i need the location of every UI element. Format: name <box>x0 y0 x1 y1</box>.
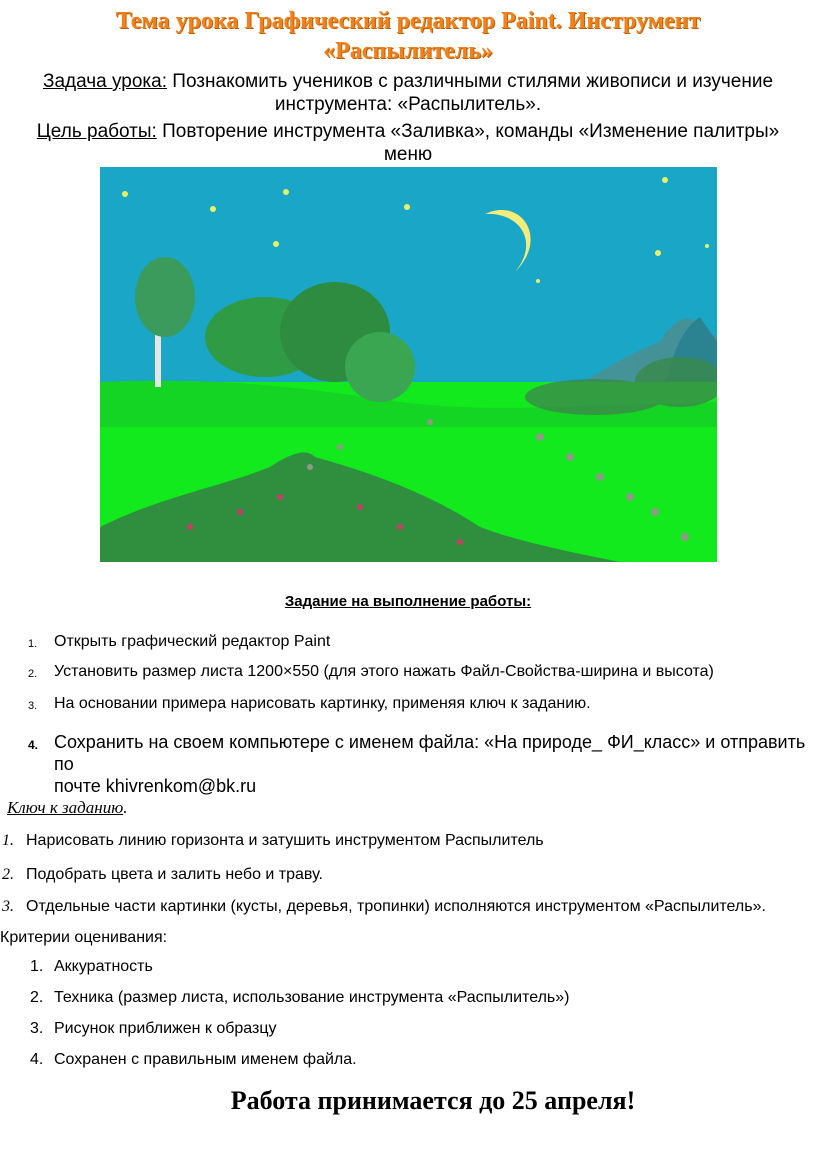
star <box>210 206 216 212</box>
task-text-2: инструмента: «Распылитель». <box>274 94 542 115</box>
step-text: Открыть графический редактор Paint <box>54 633 331 650</box>
star <box>404 204 410 210</box>
goal-label: Цель работы: <box>36 121 157 142</box>
key-text: Нарисовать линию горизонта и затушить инструментом Распылитель <box>26 832 544 849</box>
star <box>122 191 128 197</box>
criteria-number: 2. <box>30 989 44 1006</box>
star <box>273 241 279 247</box>
key-item <box>2 866 323 884</box>
key-text: Отдельные части картинки (кусты, деревья, тропинки) исполняются инструментом «Распылитель». <box>26 898 766 915</box>
step-text: На основании примера нарисовать картинку, применяя ключ к заданию. <box>54 695 591 712</box>
step <box>28 731 816 797</box>
step <box>28 662 714 682</box>
step <box>28 632 330 652</box>
key-heading-text: Ключ к заданию <box>7 798 124 817</box>
tree-crown <box>135 257 195 337</box>
star <box>655 250 661 256</box>
lesson-task <box>30 70 786 116</box>
lesson-title-line2: «Распылитель» <box>323 38 493 64</box>
criteria-text: Техника (размер листа, использование инструмента «Распылитель») <box>54 989 570 1006</box>
star <box>705 244 709 248</box>
criteria-number: 4. <box>30 1051 44 1068</box>
criteria-text: Сохранен с правильным именем файла. <box>54 1051 357 1068</box>
step-number: 4. <box>28 738 39 752</box>
key-number: 3. <box>2 898 14 915</box>
key-number: 2. <box>2 866 14 883</box>
assignment-heading: Задание на выполнение работы: <box>284 593 532 610</box>
star <box>536 279 540 283</box>
criteria-number: 1. <box>30 958 44 975</box>
criteria-number: 3. <box>30 1020 44 1037</box>
criteria-item <box>30 958 570 989</box>
criteria-item <box>30 1051 570 1082</box>
criteria-heading: Критерии оценивания: <box>0 929 168 946</box>
step-text: Сохранить на своем компьютере с именем файла: «На природе_ ФИ_класс» и отправить по <box>54 732 806 774</box>
key-number: 1. <box>2 832 14 849</box>
criteria-item <box>30 1020 570 1051</box>
task-label: Задача урока: <box>42 71 168 92</box>
tree-crown <box>345 332 415 402</box>
criteria-list <box>30 958 570 1082</box>
step-text: Установить размер листа 1200×550 (для этого нажать Файл-Свойства-ширина и высота) <box>54 663 714 680</box>
goal-text-1: Повторение инструмента «Заливка», команды «Изменение палитры» меню <box>156 121 780 165</box>
criteria-text: Аккуратность <box>54 958 153 975</box>
sample-painting <box>100 167 717 562</box>
step <box>28 694 591 714</box>
deadline-notice: Работа принимается до 25 апреля! <box>230 1086 636 1115</box>
criteria-item <box>30 989 570 1020</box>
key-text: Подобрать цвета и залить небо и траву. <box>26 866 323 883</box>
criteria-text: Рисунок приближен к образцу <box>54 1020 277 1037</box>
lesson-title-line1: Тема урока Графический редактор Paint. Инструмент <box>115 8 701 34</box>
star <box>662 177 668 183</box>
key-item <box>2 832 544 850</box>
key-item <box>2 898 766 916</box>
step-number: 3. <box>28 700 38 712</box>
key-heading <box>7 798 127 818</box>
step-text-cont: почте khivrenkom@bk.ru <box>54 776 257 796</box>
star <box>283 189 289 195</box>
task-text-1: Познакомить учеников с различными стилями живописи и изучение <box>167 71 774 92</box>
step-number: 1. <box>28 638 38 650</box>
step-number: 2. <box>28 668 38 680</box>
key-heading-dot: . <box>123 798 128 817</box>
lesson-title <box>40 6 776 66</box>
